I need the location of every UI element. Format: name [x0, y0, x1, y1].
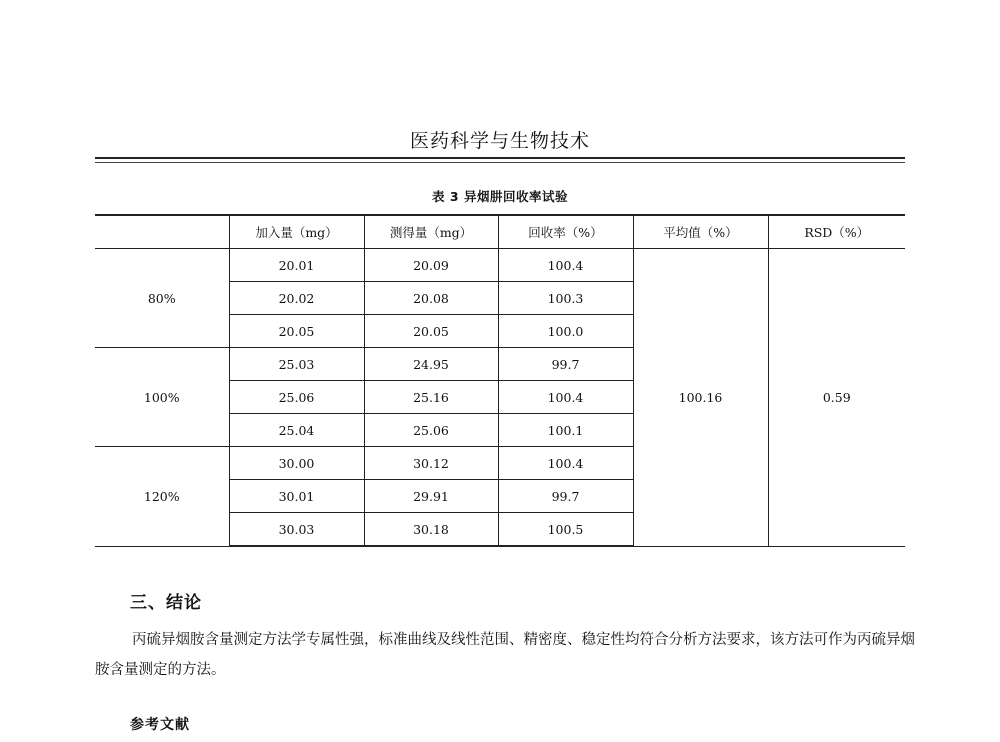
measured-cell: 20.09	[364, 249, 498, 282]
column-header: 回收率（%）	[498, 215, 633, 249]
table-row	[95, 249, 905, 282]
added-cell: 25.03	[229, 348, 364, 381]
level-cell: 100%	[95, 348, 229, 447]
rsd-cell: 0.59	[768, 249, 905, 547]
added-cell: 20.02	[229, 282, 364, 315]
table-header-row	[95, 215, 905, 249]
column-header: RSD（%）	[768, 215, 905, 249]
table-caption: 表 3 异烟肼回收率试验	[432, 189, 568, 204]
recovery-cell: 100.4	[498, 447, 633, 480]
measured-cell: 25.16	[364, 381, 498, 414]
column-header: 测得量（mg）	[364, 215, 498, 249]
recovery-cell: 100.0	[498, 315, 633, 348]
measured-cell: 20.08	[364, 282, 498, 315]
recovery-cell: 99.7	[498, 480, 633, 513]
conclusion-paragraph: 丙硫异烟胺含量测定方法学专属性强，标准曲线及线性范围、精密度、稳定性均符合分析方法要求，该方法可作为丙硫异烟胺含量测定的方法。	[95, 632, 915, 678]
column-header: 平均值（%）	[633, 215, 768, 249]
recovery-cell: 100.4	[498, 381, 633, 414]
measured-cell: 30.18	[364, 513, 498, 547]
added-cell: 20.01	[229, 249, 364, 282]
measured-cell: 29.91	[364, 480, 498, 513]
recovery-table	[95, 214, 905, 547]
level-cell: 80%	[95, 249, 229, 348]
added-cell: 25.04	[229, 414, 364, 447]
journal-title: 医药科学与生物技术	[409, 130, 590, 152]
references-heading: 参考文献	[130, 717, 190, 733]
measured-cell: 24.95	[364, 348, 498, 381]
recovery-cell: 100.5	[498, 513, 633, 547]
average-cell: 100.16	[633, 249, 768, 547]
recovery-cell: 100.4	[498, 249, 633, 282]
measured-cell: 20.05	[364, 315, 498, 348]
column-header	[95, 215, 229, 249]
measured-cell: 25.06	[364, 414, 498, 447]
conclusion-heading: 三、结论	[130, 593, 202, 613]
added-cell: 30.01	[229, 480, 364, 513]
added-cell: 20.05	[229, 315, 364, 348]
recovery-cell: 99.7	[498, 348, 633, 381]
column-header: 加入量（mg）	[229, 215, 364, 249]
recovery-cell: 100.3	[498, 282, 633, 315]
added-cell: 25.06	[229, 381, 364, 414]
added-cell: 30.00	[229, 447, 364, 480]
recovery-cell: 100.1	[498, 414, 633, 447]
level-cell: 120%	[95, 447, 229, 547]
added-cell: 30.03	[229, 513, 364, 547]
header-rule-thin	[95, 162, 905, 163]
measured-cell: 30.12	[364, 447, 498, 480]
header-rule-thick	[95, 157, 905, 159]
